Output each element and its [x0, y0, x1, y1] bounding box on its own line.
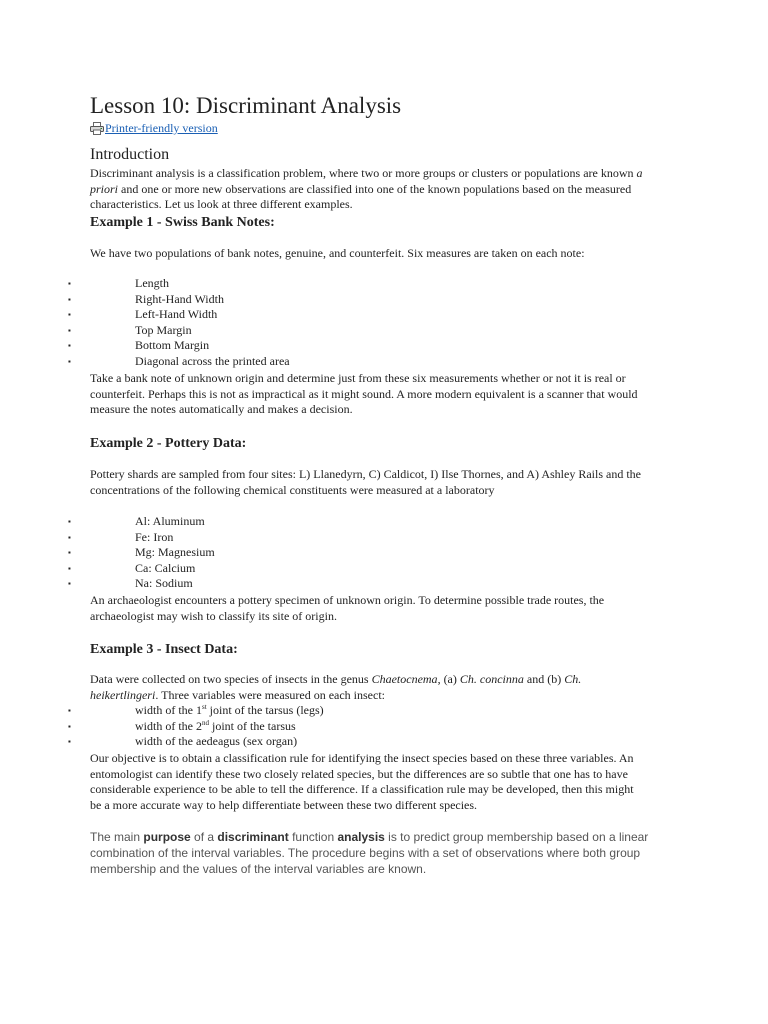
introduction-paragraph: Discriminant analysis is a classification problem, where two or more groups or clusters or populations are known a priori and one or more new observations are classified into one of the known populations based on the measured characteristics. Let us look at three different examples.	[90, 166, 643, 211]
example-3-heading: Example 3 - Insect Data:	[90, 642, 238, 657]
example-2-intro: Pottery shards are sampled from four sites: L) Llanedyrn, C) Caldicot, I) Ilse Thornes, and A) Ashley Rails and the concentrations of the following chemical constituents were measured at a laboratory	[90, 467, 641, 497]
example-3-intro: Data were collected on two species of insects in the genus Chaetocnema, (a) Ch. concinna and (b) Ch. heikertlingeri. Three variables were measured on each insect:	[90, 672, 582, 702]
introduction-heading: Introduction	[90, 146, 170, 163]
example-1-closing: Take a bank note of unknown origin and determine just from these six measurements whether or not it is real or counterfeit. Perhaps this is not as impractical as it might sound. A more modern equivalent is a scanner that would measure the notes automatically and makes a decision.	[90, 371, 638, 416]
summary-paragraph: The main purpose of a discriminant function analysis is to predict group membership based on a linear combination of the interval variables. The procedure begins with a set of observations where both group membership and the values of the interval variables are known.	[90, 830, 649, 876]
example-2-closing: An archaeologist encounters a pottery specimen of unknown origin. To determine possible trade routes, the archaeologist may wish to classify its site of origin.	[90, 593, 605, 623]
printer-friendly-link[interactable]	[90, 121, 218, 136]
example-1-intro: We have two populations of bank notes, genuine, and counterfeit. Six measures are taken on each note:	[90, 246, 585, 260]
example-3-closing: Our objective is to obtain a classification rule for identifying the insect species based on these three variables. An entomologist can identify these two closely related species, but the differences are so subtle that one has to have considerable experience to be able to tell the difference. If a classification rule may be developed, then this might be a more accurate way to help differentiate between these two different species.	[90, 751, 634, 812]
printer-icon	[90, 122, 104, 135]
lesson-title: Lesson 10: Discriminant Analysis	[90, 93, 402, 118]
example-1-heading: Example 1 - Swiss Bank Notes:	[90, 215, 275, 230]
example-2-heading: Example 2 - Pottery Data:	[90, 436, 247, 451]
printer-link-label[interactable]: Printer-friendly version	[105, 121, 218, 135]
